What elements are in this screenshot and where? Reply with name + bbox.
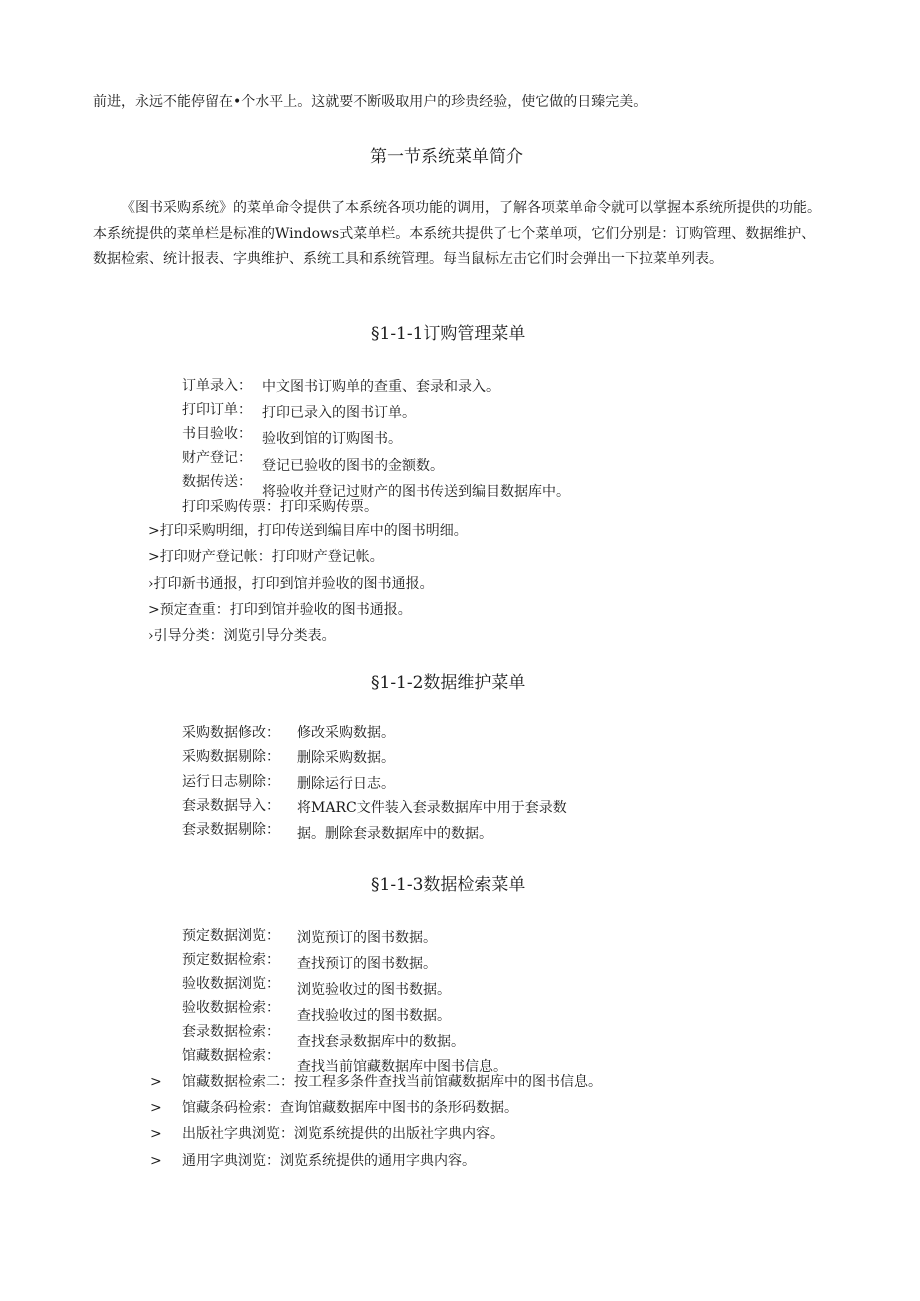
intro-paragraph: 《图书采购系统》的菜单命令提供了本系统各项功能的调用，了解各项菜单命令就可以掌握本系统所提供的功能。本系统提供的菜单栏是标准的Windows式菜单栏。本系统共提供了七个菜单项，它们分别是：订购管理、数据维护、数据检索、统计报表、字典维护、系统工具和系统管理。每当鼠标左击它们时会弹出一下拉菜单列表。 bbox=[93, 200, 821, 267]
menu3-bullet-item: 出版社字典浏览：浏览系统提供的出版社字典内容。 bbox=[182, 1126, 504, 1142]
menu2-title: §1-1-2数据维护菜单 bbox=[371, 673, 526, 693]
menu1-item-label: 订单录入： bbox=[182, 378, 252, 394]
menu1-bullet-item: ›打印新书通报，打印到馆并验收的图书通报。 bbox=[148, 576, 434, 592]
menu1-item-label: 书目验收： bbox=[182, 426, 252, 442]
menu3-item-label: 馆藏数据检索： bbox=[182, 1048, 280, 1064]
menu2-item-label: 采购数据剔除： bbox=[182, 749, 280, 765]
bullet-arrow-icon: > bbox=[150, 1126, 162, 1142]
menu3-item-desc: 查找套录数据库中的数据。 bbox=[297, 1034, 465, 1050]
menu3-item-desc: 查找当前馆藏数据库中图书信息。 bbox=[297, 1059, 507, 1075]
menu3-item-label: 预定数据检索： bbox=[182, 952, 280, 968]
menu2-item-label: 采购数据修改： bbox=[182, 725, 280, 741]
menu2-item-label: 套录数据剔除： bbox=[182, 822, 280, 838]
menu1-item-desc: 登记已验收的图书的金额数。 bbox=[262, 458, 444, 474]
menu1-item-desc: 将验收并登记过财产的图书传送到编目数据库中。 bbox=[262, 484, 570, 500]
bullet-arrow-icon: > bbox=[150, 1153, 162, 1169]
menu2-item-desc: 删除运行日志。 bbox=[297, 776, 395, 792]
menu2-item-desc: 据。删除套录数据库中的数据。 bbox=[297, 826, 493, 842]
menu3-item-label: 预定数据浏览： bbox=[182, 928, 280, 944]
bullet-arrow-icon: > bbox=[150, 1074, 162, 1090]
menu1-item-desc: 中文图书订购单的查重、套录和录入。 bbox=[262, 379, 500, 395]
menu2-item-desc: 修改采购数据。 bbox=[297, 725, 395, 741]
menu3-item-desc: 查找预订的图书数据。 bbox=[297, 956, 437, 972]
menu1-bullet-item: ›引导分类：浏览引导分类表。 bbox=[148, 628, 336, 644]
menu1-item-desc: 打印已录入的图书订单。 bbox=[262, 405, 416, 421]
section-title: 第一节系统菜单简介 bbox=[370, 147, 523, 167]
menu3-bullet-item: 馆藏条码检索：查询馆藏数据库中图书的条形码数据。 bbox=[182, 1100, 518, 1116]
menu3-item-desc: 查找验收过的图书数据。 bbox=[297, 1008, 451, 1024]
menu2-item-desc: 将MARC文件装入套录数据库中用于套录数 bbox=[297, 800, 567, 816]
menu2-item-desc: 删除采购数据。 bbox=[297, 750, 395, 766]
menu1-bullet-item: >打印采购明细，打印传送到编目库中的图书明细。 bbox=[148, 523, 468, 539]
menu1-item-label: 打印订单： bbox=[182, 402, 252, 418]
menu1-item-label: 数据传送： bbox=[182, 474, 252, 490]
intro-line: 前进，永远不能停留在•个水平上。这就要不断吸取用户的珍贵经验，使它做的日臻完美。 bbox=[93, 94, 648, 110]
menu1-item-desc: 验收到馆的订购图书。 bbox=[262, 431, 402, 447]
menu2-item-label: 套录数据导入： bbox=[182, 798, 280, 814]
menu1-print-receipt: 打印采购传票：打印采购传票。 bbox=[182, 499, 378, 515]
menu3-item-label: 验收数据浏览： bbox=[182, 976, 280, 992]
menu3-item-desc: 浏览验收过的图书数据。 bbox=[297, 982, 451, 998]
menu3-bullet-item: 通用字典浏览：浏览系统提供的通用字典内容。 bbox=[182, 1153, 476, 1169]
menu3-item-desc: 浏览预订的图书数据。 bbox=[297, 930, 437, 946]
menu1-bullet-item: >预定查重：打印到馆并验收的图书通报。 bbox=[148, 602, 412, 618]
menu3-item-label: 套录数据检索： bbox=[182, 1024, 280, 1040]
menu3-title: §1-1-3数据检索菜单 bbox=[371, 875, 526, 895]
menu1-title: §1-1-1订购管理菜单 bbox=[371, 324, 526, 344]
menu3-bullet-item: 馆藏数据检索二：按工程多条件查找当前馆藏数据库中的图书信息。 bbox=[182, 1074, 602, 1090]
bullet-arrow-icon: > bbox=[150, 1100, 162, 1116]
menu2-item-label: 运行日志剔除： bbox=[182, 774, 280, 790]
menu1-item-label: 财产登记： bbox=[182, 450, 252, 466]
menu3-item-label: 验收数据检索： bbox=[182, 1000, 280, 1016]
menu1-bullet-item: >打印财产登记帐：打印财产登记帐。 bbox=[148, 549, 384, 565]
